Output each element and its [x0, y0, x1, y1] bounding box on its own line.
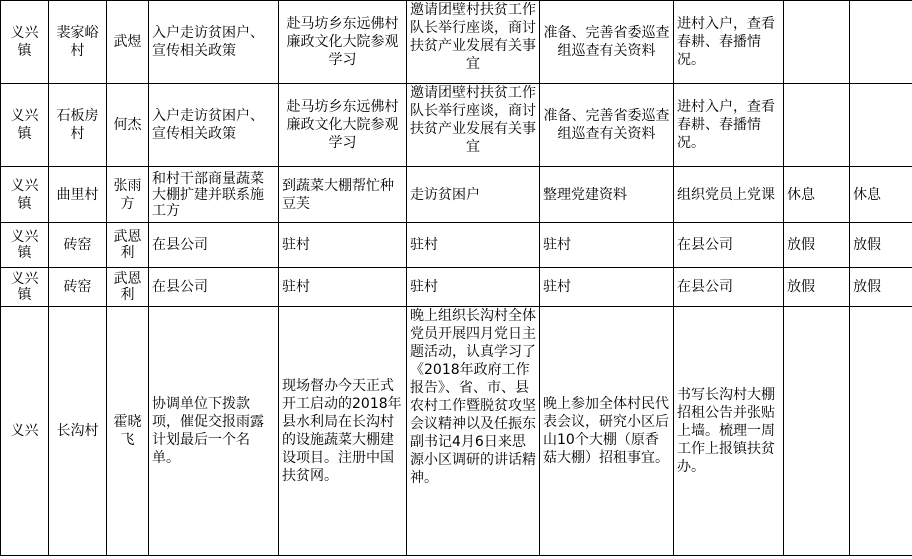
day4-cell: 晚上参加全体村民代表会议，研究小区后山10个大棚（原香菇大棚）招租事宜。: [540, 307, 674, 556]
day1-cell: 在县公司: [149, 268, 279, 307]
day1-cell: 协调单位下拨款项，催促交报雨露计划最后一个名单。: [149, 307, 279, 556]
day1-cell: 在县公司: [149, 223, 279, 268]
day2-cell: 到蔬菜大棚帮忙种豆芙: [279, 167, 407, 223]
person-cell: 武恩利: [107, 268, 149, 307]
village-cell: 长沟村: [49, 307, 107, 556]
day4-cell: 准备、完善省委巡查组巡查有关资料: [540, 84, 674, 167]
town-cell: 义兴镇: [1, 167, 49, 223]
day5-cell: 组织党员上党课: [674, 167, 784, 223]
day6-cell: 放假: [784, 268, 850, 307]
town-cell: 义兴镇: [1, 84, 49, 167]
day6-cell: [784, 84, 850, 167]
day1-cell: 入户走访贫困户、宣传相关政策: [149, 1, 279, 84]
village-cell: 石板房村: [49, 84, 107, 167]
table-row: [1, 84, 912, 167]
town-cell: 义兴镇: [1, 268, 49, 307]
person-cell: 武恩利: [107, 223, 149, 268]
town-cell: 义兴镇: [1, 1, 49, 84]
day7-cell: [850, 1, 912, 84]
day7-cell: 放假: [850, 223, 912, 268]
table-row: [1, 1, 912, 84]
village-cell: 砖窑: [49, 268, 107, 307]
day7-cell: [850, 84, 912, 167]
table-row: [1, 223, 912, 268]
day7-cell: 放假: [850, 268, 912, 307]
village-cell: 砖窑: [49, 223, 107, 268]
day5-cell: 在县公司: [674, 268, 784, 307]
village-cell: 裴家峪村: [49, 1, 107, 84]
day1-cell: 入户走访贫困户、宣传相关政策: [149, 84, 279, 167]
day6-cell: 休息: [784, 167, 850, 223]
day4-cell: 驻村: [540, 223, 674, 268]
day3-cell: 邀请团壁村扶贫工作队长举行座谈，商讨扶贫产业发展有关事宜: [407, 84, 540, 167]
day4-cell: 准备、完善省委巡查组巡查有关资料: [540, 1, 674, 84]
person-cell: 霍晓飞: [107, 307, 149, 556]
day1-cell: 和村干部商量蔬菜大棚扩建并联系施工方: [149, 167, 279, 223]
day6-cell: 放假: [784, 223, 850, 268]
day4-cell: 驻村: [540, 268, 674, 307]
day7-cell: 休息: [850, 167, 912, 223]
day5-cell: 进村入户，查看春耕、春播情况。: [674, 84, 784, 167]
day3-cell: 走访贫困户: [407, 167, 540, 223]
day2-cell: 驻村: [279, 268, 407, 307]
person-cell: 武煜: [107, 1, 149, 84]
day3-cell: 邀请团壁村扶贫工作队长举行座谈，商讨扶贫产业发展有关事宜: [407, 1, 540, 84]
day4-cell: 整理党建资料: [540, 167, 674, 223]
table-row: [1, 307, 912, 556]
day2-cell: 赴马坊乡东远佛村廉政文化大院参观学习: [279, 84, 407, 167]
day2-cell: 现场督办今天正式开工启动的2018年县水利局在长沟村的设施蔬菜大棚建设项目。注册中国扶贫网。: [279, 307, 407, 556]
day2-cell: 驻村: [279, 223, 407, 268]
town-cell: 义兴: [1, 307, 49, 556]
town-cell: 义兴镇: [1, 223, 49, 268]
day3-cell: 驻村: [407, 268, 540, 307]
day6-cell: [784, 1, 850, 84]
day5-cell: 书写长沟村大棚招租公告并张贴上墙。梳理一周工作上报镇扶贫办。: [674, 307, 784, 556]
table-row: [1, 268, 912, 307]
day3-cell: 驻村: [407, 223, 540, 268]
day6-cell: [784, 307, 850, 556]
day3-cell: 晚上组织长沟村全体党员开展四月党日主题活动，认真学习了《2018年政府工作报告》、省、市、县农村工作暨脱贫攻坚会议精神以及任振东副书记4月6日来思源小区调研的讲话精神。: [407, 307, 540, 556]
person-cell: 何杰: [107, 84, 149, 167]
table-row: [1, 167, 912, 223]
village-cell: 曲里村: [49, 167, 107, 223]
day2-cell: 赴马坊乡东远佛村廉政文化大院参观学习: [279, 1, 407, 84]
person-cell: 张雨方: [107, 167, 149, 223]
day7-cell: [850, 307, 912, 556]
day5-cell: 在县公司: [674, 223, 784, 268]
day5-cell: 进村入户，查看春耕、春播情况。: [674, 1, 784, 84]
